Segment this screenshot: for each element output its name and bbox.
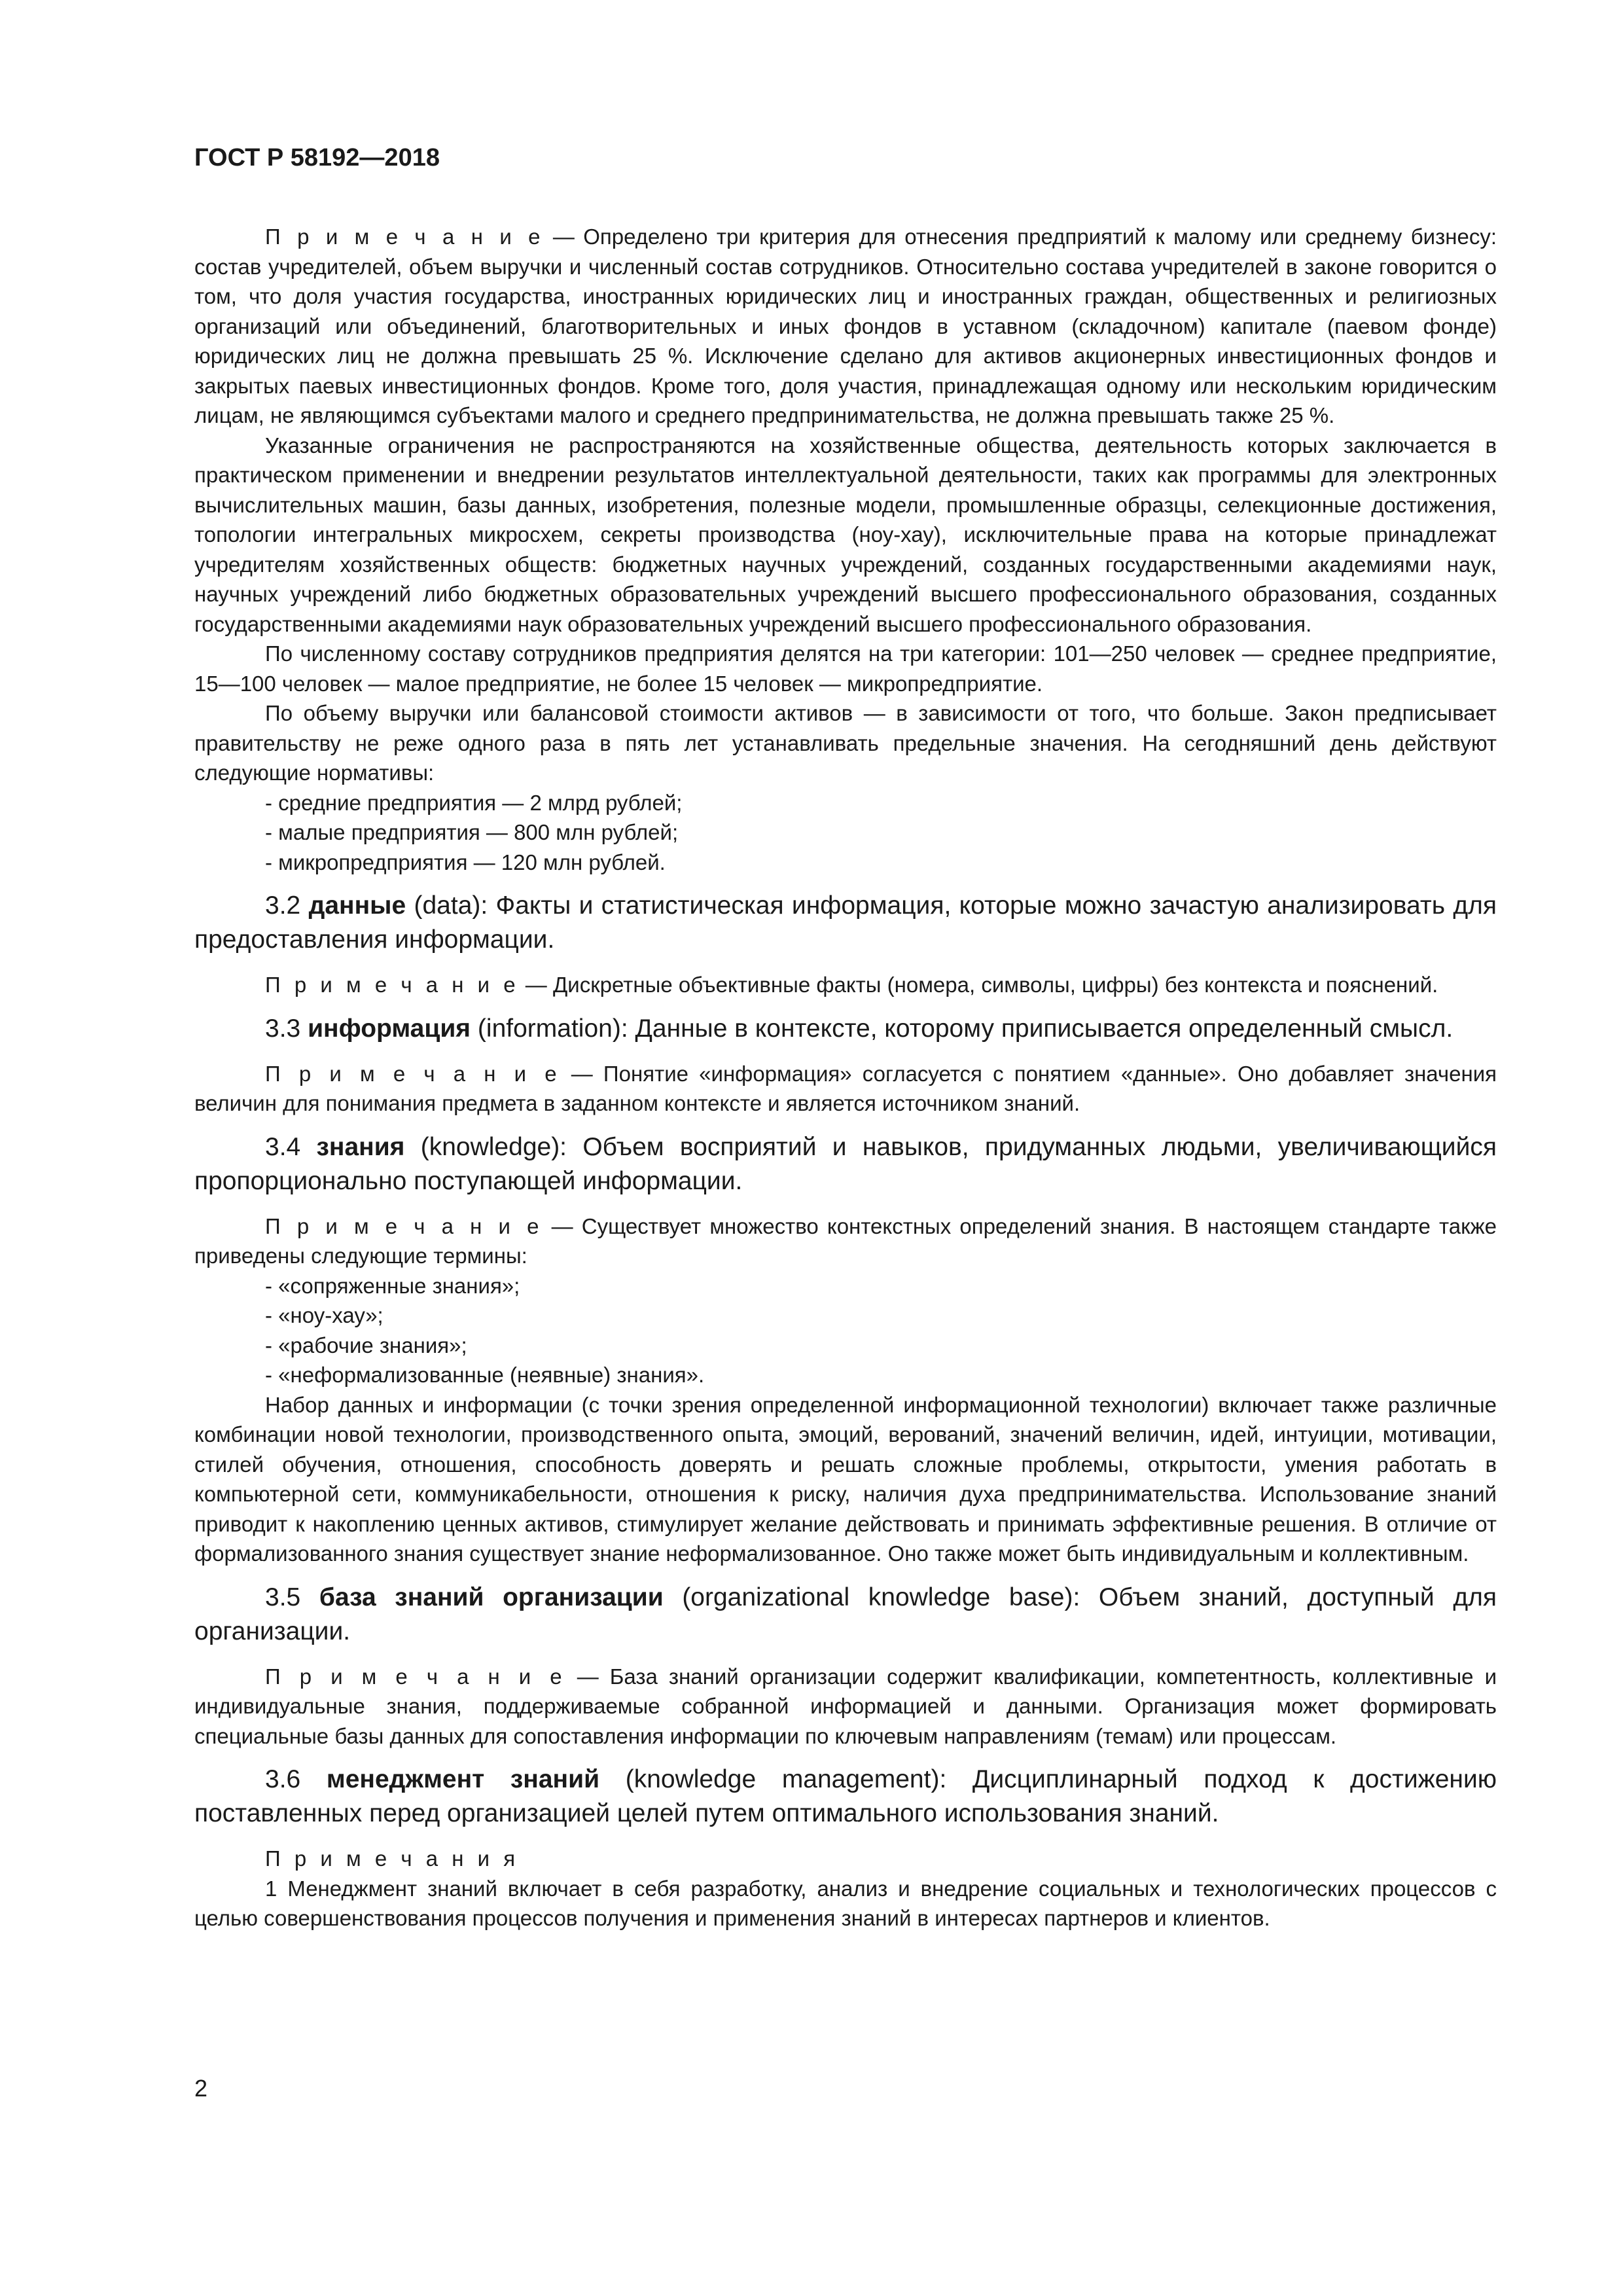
list-item: - «рабочие знания»; — [265, 1333, 467, 1357]
intro-note — [194, 222, 1497, 877]
term: база знаний организации — [319, 1583, 664, 1611]
term: менеджмент знаний — [326, 1765, 600, 1793]
page-number: 2 — [194, 2075, 208, 2102]
note-label: П р и м е ч а н и е — [265, 224, 544, 249]
note-3-4: П р и м е ч а н и е — Существует множество контекстных определений знания. В настоящем стандарте также приведены следующие термины: - «сопряженные знания»; - «ноу-хау»; - «рабочие знания»; - «неформализованные (неявные) знания». Набор данных и информации (с точки зрения определенной информационной технологии) включает также различные комбинации новой технологии, производственного опыта, эмоций, верований, значений величин, идей, интуиции, мотивации, стилей обучения, отношения, способность доверять и решать сложные проблемы, открытости, умения работать в компьютерной сети, коммуникабельности, отношения к риску, наличия духа предпринимательства. Использование знаний приводит к накоплению ценных активов, стимулирует желание действовать и принимать эффективные решения. В отличие от формализованного знания существует знание неформализованное. Оно также может быть индивидуальным и коллективным. — [194, 1211, 1497, 1569]
document-id: ГОСТ Р 58192—2018 — [194, 144, 440, 171]
note-label: П р и м е ч а н и е — [265, 1061, 561, 1086]
paragraph: По объему выручки или балансовой стоимости активов — в зависимости от того, что больше. Закон предписывает правительству не реже одного раза в пять лет устанавливать предельные значения. На сегодняшний день действуют следующие нормативы: — [194, 701, 1497, 785]
term: данные — [308, 891, 406, 920]
note-item: 1 Менеджмент знаний включает в себя разработку, анализ и внедрение социальных и технологических процессов с целью совершенствования процессов получения и применения знаний в интересах партнеров и клиентов. — [194, 1876, 1497, 1930]
document-page — [194, 144, 1497, 1943]
list-item: - малые предприятия — 800 млн рублей; — [265, 820, 679, 844]
notes-label: П р и м е ч а н и я — [265, 1846, 520, 1871]
note-text: — Определено три критерия для отнесения предприятий к малому или среднему бизнесу: состав учредителей, объем выручки и численный состав сотрудников. Относительно состава учредителей в законе говорится о том, что доля участия государства, иностранных юридических лиц и иностранных граждан, общественных и религиозных организаций или объединений, благотворительных и иных фондов в уставном (складочном) капитале (паевом фонде) юридических лиц не должна превышать 25 %. Исключение сделано для активов акционерных инвестиционных фондов и закрытых паевых инвестиционных фондов. Кроме того, доля участия, принадлежащая одному или нескольким юридическим лицам, не являющимся субъектами малого и среднего предпринимательства, не должна превышать также 25 %. — [194, 224, 1497, 427]
list-item: - средние предприятия — 2 млрд рублей; — [265, 790, 683, 815]
list-item: - «неформализованные (неявные) знания». — [265, 1363, 705, 1387]
note-label: П р и м е ч а н и е — [265, 1213, 543, 1238]
term-definition-3-2: 3.2 данные (data): Факты и статистическая информация, которые можно зачастую анализировать для предоставления информации. — [194, 891, 1497, 954]
term-definition-3-6: 3.6 менеджмент знаний (knowledge management): Дисциплинарный подход к достижению поставленных перед организацией целей путем оптимального использования знаний. — [194, 1765, 1497, 1827]
note-3-3: П р и м е ч а н и е — Понятие «информация» согласуется с понятием «данные». Оно добавляет значения величин для понимания предмета в заданном контексте и является источником знаний. — [194, 1061, 1497, 1115]
note-label: П р и м е ч а н и е — [265, 1664, 566, 1689]
note-label: П р и м е ч а н и е — [265, 973, 520, 997]
paragraph: По численному составу сотрудников предприятия делятся на три категории: 101—250 человек — среднее предприятие, 15—100 человек — малое предприятие, не более 15 человек — микропредприятие. — [194, 641, 1497, 696]
notes-3-6 — [194, 1844, 1497, 1933]
list-item: - «сопряженные знания»; — [265, 1273, 520, 1298]
note-3-5: П р и м е ч а н и е — База знаний организации содержит квалификации, компетентность, коллективные и индивидуальные знания, поддерживаемые собранной информацией и данными. Организация может формировать специальные базы данных для сопоставления информации по ключевым направлениям (темам) или процессам. — [194, 1664, 1497, 1748]
term-definition-3-5: 3.5 база знаний организации (organizational knowledge base): Объем знаний, доступный для организации. — [194, 1583, 1497, 1645]
paragraph: Набор данных и информации (с точки зрения определенной информационной технологии) включает также различные комбинации новой технологии, производственного опыта, эмоций, верований, значений величин, идей, интуиции, мотивации, стилей обучения, отношения, способность доверять и решать сложные проблемы, открытости, умения работать в компьютерной сети, коммуникабельности, отношения к риску, наличия духа предпринимательства. Использование знаний приводит к накоплению ценных активов, стимулирует желание действовать и принимать эффективные решения. В отличие от формализованного знания существует знание неформализованное. Оно также может быть индивидуальным и коллективным. — [194, 1392, 1497, 1566]
list-item: - микропредприятия — 120 млн рублей. — [265, 850, 666, 874]
term-definition-3-4: 3.4 знания (knowledge): Объем восприятий и навыков, придуманных людьми, увеличивающийся пропорционально поступающей информации. — [194, 1132, 1497, 1195]
paragraph: Указанные ограничения не распространяются на хозяйственные общества, деятельность которых заключается в практическом применении и внедрении результатов интеллектуальной деятельности, таких как программы для электронных вычислительных машин, базы данных, изобретения, полезные модели, промышленные образцы, селекционные достижения, топологии интегральных микросхем, секреты производства (ноу-хау), исключительные права на которые принадлежат учредителям хозяйственных обществ: бюджетных научных учреждений, созданных государственными академиями наук, научных учреждений либо бюджетных образовательных учреждений высшего профессионального образования, созданных государственными академиями наук образовательных учреждений высшего профессионального образования. — [194, 433, 1497, 636]
list-item: - «ноу-хау»; — [265, 1303, 383, 1327]
term: знания — [316, 1132, 405, 1161]
term: информация — [308, 1014, 471, 1043]
note-3-2: П р и м е ч а н и е — Дискретные объективные факты (номера, символы, цифры) без контекста и пояснений. — [265, 973, 1438, 997]
term-definition-3-3: 3.3 информация (information): Данные в контексте, которому приписывается определенный смысл. — [265, 1014, 1454, 1043]
